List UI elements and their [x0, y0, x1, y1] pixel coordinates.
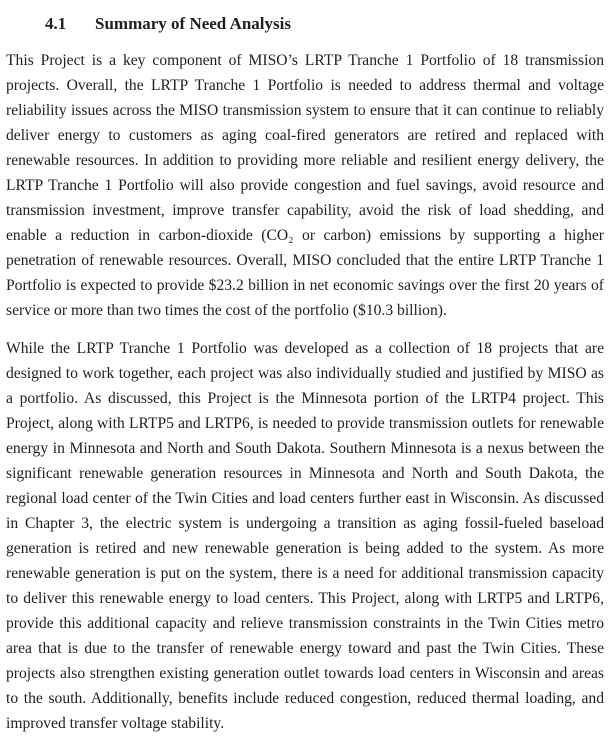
section-number: 4.1 [45, 14, 67, 33]
paragraph-need-analysis-overview: This Project is a key component of MISO’s LRTP Tranche 1 Portfolio of 18 transmission projects. Overall, the LRTP Tranche 1 Portfolio is needed to address thermal and voltage reliability issues across the MISO transmission system to ensure that it can continue to reliably deliver energy to customers as aging coal-fired generators are retired and replaced with renewable resources. In addition to providing more reliable and resilient energy delivery, the LRTP Tranche 1 Portfolio will also provide congestion and fuel savings, avoid resource and transmission investment, improve transfer capability, avoid the risk of load shedding, and enable a reduction in carbon-dioxide (CO₂ or carbon) emissions by supporting a higher penetration of renewable resources. Overall, MISO concluded that the entire LRTP Tranche 1 Portfolio is expected to provide $23.2 billion in net economic savings over the first 20 years of service or more than two times the cost of the portfolio ($10.3 billion). [6, 52, 604, 319]
section-heading [6, 14, 604, 34]
paragraph-project-justification: While the LRTP Tranche 1 Portfolio was developed as a collection of 18 projects that are designed to work together, each project was also individually studied and justified by MISO as a portfolio. As discussed, this Project is the Minnesota portion of the LRTP4 project. This Project, along with LRTP5 and LRTP6, is needed to provide transmission outlets for renewable energy in Minnesota and North and South Dakota. Southern Minnesota is a nexus between the significant renewable generation resources in Minnesota and North and South Dakota, the regional load center of the Twin Cities and load centers further east in Wisconsin. As discussed in Chapter 3, the electric system is undergoing a transition as aging fossil-fueled baseload generation is retired and new renewable generation is being added to the system. As more renewable generation is put on the system, there is a need for additional transmission capacity to deliver this renewable energy to load centers. This Project, along with LRTP5 and LRTP6, provide this additional capacity and relieve transmission constraints in the Twin Cities metro area that is due to the transfer of renewable energy toward and past the Twin Cities. These projects also strengthen existing generation outlet towards load centers in Wisconsin and areas to the south. Additionally, benefits include reduced congestion, reduced thermal loading, and improved transfer voltage stability. [6, 340, 604, 732]
section-title: Summary of Need Analysis [95, 14, 291, 33]
